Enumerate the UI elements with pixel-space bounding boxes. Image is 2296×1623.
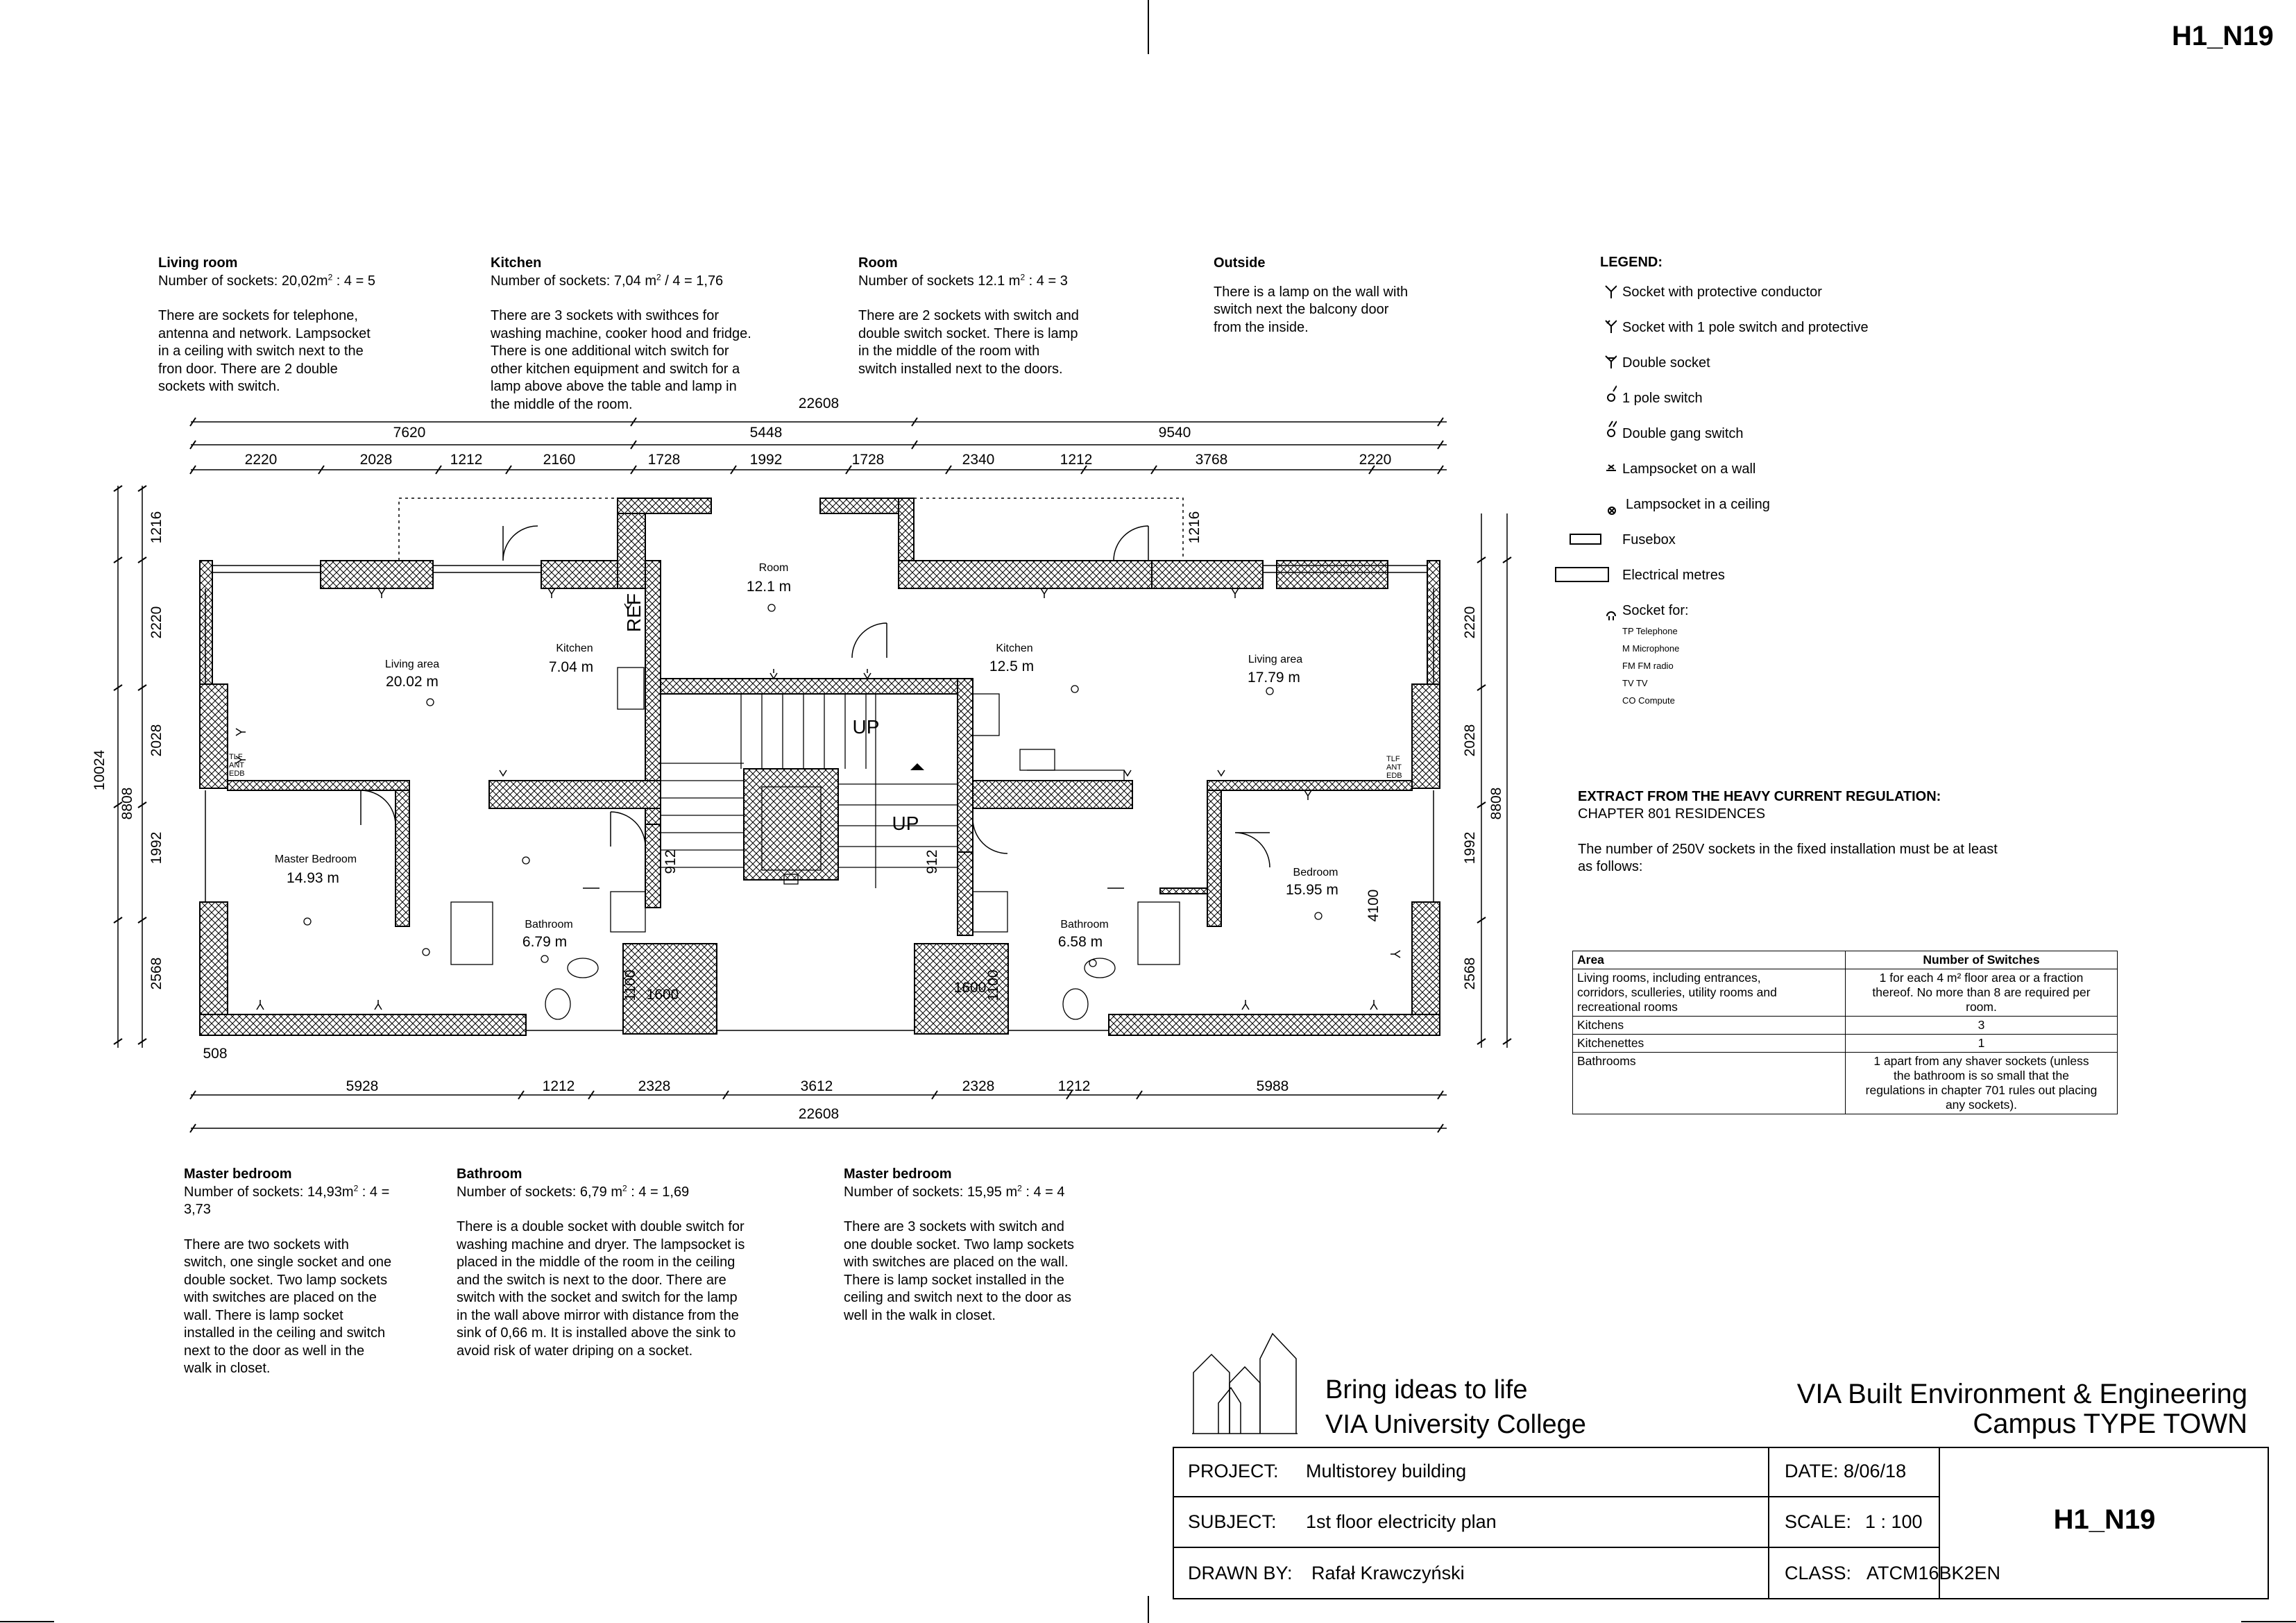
note-line: Number of sockets: 20,02m [158, 273, 328, 289]
room-area: 14.93 m [287, 870, 339, 886]
dim-total-top: 22608 [798, 396, 840, 411]
legend-item: Electrical metres [1622, 568, 1725, 583]
walls [200, 498, 1440, 1035]
note-bedroom: Master bedroom Number of sockets: 15,95 $m^2$ : 4 = 4 There are 3 sockets with switch and one double socket. Two lamp sockets with switches are placed on the wall. There is lamp socket installed in the ceiling and switch next to the door as well in the walk in closet. [844, 1166, 1135, 1325]
dim-right: 2568 [1462, 957, 1478, 990]
dim-right-total: 8808 [1488, 787, 1504, 820]
table-cell: 1 for each 4 m² floor area or a fraction thereof. No more than 8 are required per room. [1846, 969, 2118, 1017]
dim-inner: 1600 [953, 980, 987, 996]
table-cell: Bathrooms [1573, 1053, 1846, 1114]
dim-top-mid: 5448 [749, 425, 783, 441]
stair-arrow-icon [910, 763, 924, 770]
dim-top-detail: 3768 [1195, 452, 1228, 468]
dim-bottom-detail: 2328 [638, 1078, 671, 1094]
ref-label: REF [623, 593, 645, 632]
note-body: There are 2 sockets with switch and double switch socket. There is lamp in the middle of the room with switch installed next to the doors. [858, 308, 1079, 377]
tlf-ant-edb-right: TLF ANT EDB [1386, 755, 1402, 780]
dim-top-detail: 2220 [244, 452, 278, 468]
balcony-outline [399, 498, 1183, 561]
legend-item: Double gang switch [1622, 426, 1744, 441]
dim-top-detail: 2340 [962, 452, 995, 468]
dim-inner: 1600 [646, 987, 679, 1003]
tb-divider [1173, 1547, 1940, 1548]
note-body: There are 3 sockets with swithces for washing machine, cooker hood and fridge. There is one additional witch switch for other kitchen equipment and switch for a lamp above above the table and lamp in the middle of the room. [491, 308, 751, 412]
via-logo-icon [1192, 1331, 1303, 1435]
up-label: UP [892, 813, 919, 834]
legend-item: Socket with protective conductor [1622, 284, 1822, 300]
room-name: Kitchen [996, 643, 1033, 654]
note-line: Number of sockets: 6,79 m [457, 1184, 622, 1200]
dim-right: 2220 [1462, 606, 1478, 639]
project-value: Multistorey building [1306, 1461, 1467, 1481]
room-area: 6.79 m [522, 934, 568, 950]
dim-left-total: 10024 [92, 749, 108, 791]
legend-socket-type: CO Compute [1622, 695, 1675, 706]
tb-divider [1768, 1447, 1769, 1599]
room-name: Kitchen [556, 643, 593, 654]
scale-label: SCALE: [1785, 1511, 1852, 1532]
dim-left: 2028 [148, 724, 164, 757]
date-label: DATE: [1785, 1461, 1839, 1481]
dim-top-detail: 2028 [359, 452, 393, 468]
subject-value: 1st floor electricity plan [1306, 1511, 1497, 1532]
dim-top-mid: 9540 [1158, 425, 1191, 441]
legend-item: Double socket [1622, 355, 1710, 371]
class-label: CLASS: [1785, 1563, 1852, 1583]
dim-top-mid: 7620 [393, 425, 426, 441]
dim-bottom-detail: 5988 [1256, 1078, 1289, 1094]
note-line: Number of sockets: 15,95 m [844, 1184, 1018, 1200]
org-line-2: Campus TYPE TOWN [1973, 1409, 2247, 1439]
note-line: Number of sockets: 7,04 m [491, 273, 656, 289]
dim-left: 2220 [148, 606, 164, 639]
dim-right: 1216 [1187, 511, 1202, 544]
table-cell: 1 apart from any shaver sockets (unless the bathroom is so small that the regulations in chapter 701 rules out placing any sockets). [1846, 1053, 2118, 1114]
table-cell: Living rooms, including entrances, corridors, sculleries, utility rooms and recreational rooms [1573, 969, 1846, 1017]
note-room: Room Number of sockets 12.1 $m^2$ : 4 = 3 There are 2 sockets with switch and double switch socket. There is lamp in the middle of the room with switch installed next to the doors. [858, 255, 1136, 378]
date-value: 8/06/18 [1844, 1461, 1907, 1481]
dim-left: 1992 [148, 831, 164, 865]
scale-value: 1 : 100 [1865, 1511, 1923, 1532]
table-header: Area [1573, 951, 1846, 969]
dim-total-bottom: 22608 [798, 1106, 840, 1122]
table-cell: Kitchenettes [1573, 1035, 1846, 1053]
regulation-title: EXTRACT FROM THE HEAVY CURRENT REGULATION: [1578, 789, 1941, 804]
dim-left: 1216 [148, 511, 164, 544]
legend-socket-type: M Microphone [1622, 643, 1680, 654]
regulation-chapter: CHAPTER 801 RESIDENCES [1578, 806, 1766, 822]
drawn-by-value: Rafał Krawczyński [1311, 1563, 1465, 1583]
legend-item: Fusebox [1622, 532, 1676, 547]
room-name: Master Bedroom [274, 853, 357, 865]
org-line-1: VIA Built Environment & Engineering [1796, 1379, 2247, 1409]
room-area: 12.5 m [989, 658, 1035, 674]
note-body: There are sockets for telephone, antenna and network. Lampsocket in a ceiling with switch next to the fron door. There are 2 double sockets with switch. [158, 308, 371, 394]
note-living-room: Living room Number of sockets: $20,02m^2$ : 4 = 5 There are sockets for telephone, antenna and network. Lampsocket in a ceiling with switch next to the fron door. There are 2 double sockets with switch. [158, 255, 436, 396]
room-area: 12.1 m [746, 579, 792, 595]
room-area: 7.04 m [548, 659, 594, 675]
dim-right: 1992 [1462, 831, 1478, 865]
regulation-text: The number of 250V sockets in the fixed installation must be at least as follows: [1578, 842, 1998, 874]
room-area: 20.02 m [386, 674, 439, 690]
dim-top-detail: 2160 [543, 452, 576, 468]
dim-right: 2028 [1462, 724, 1478, 757]
sheet-id: H1_N19 [2053, 1504, 2156, 1535]
dim-bottom-detail: 1212 [1057, 1078, 1091, 1094]
dim-inner: 912 [663, 849, 679, 874]
drawn-by-label: DRAWN BY: [1188, 1563, 1293, 1583]
sheet-id-top: H1_N19 [2172, 21, 2274, 51]
table-cell: 1 [1846, 1035, 2118, 1053]
room-name: Living area [1248, 654, 1303, 665]
note-kitchen: Kitchen Number of sockets: 7,04 $m^2 / 4 = 1,76$ There are 3 sockets with swithces for washing machine, cooker hood and fridge. There is one additional witch switch for other kitchen equipment and switch for a lamp above above the table and lamp in the middle of the room. [491, 255, 817, 414]
note-line: Number of sockets 12.1 m [858, 273, 1021, 289]
dim-inner: 1100 [985, 969, 1001, 1001]
dim-inner: 4100 [1366, 889, 1381, 922]
dim-inner: 912 [924, 849, 940, 874]
legend-socket-type: FM FM radio [1622, 661, 1674, 671]
note-line: Number of sockets: 14,93m [184, 1184, 354, 1200]
note-title: Master bedroom [184, 1166, 292, 1182]
dim-top-detail: 1212 [450, 452, 483, 468]
legend-socket-type: TP Telephone [1622, 626, 1678, 636]
room-name: Living area [384, 658, 440, 670]
room-name: Room [758, 562, 789, 574]
legend-socket-type: TV TV [1622, 678, 1648, 688]
tlf-ant-edb-left: TLF ANT EDB [229, 753, 245, 778]
note-title: Kitchen [491, 255, 542, 271]
legend-item: Lampsocket in a ceiling [1626, 497, 1770, 512]
legend-item: Lampsocket on a wall [1622, 461, 1756, 477]
legend-item: Socket for: [1622, 603, 1689, 618]
note-body: There are two sockets with switch, one single socket and one double socket. Two lamp sockets with switches are placed on the wall. There is lamp socket installed in the ceiling and switch next to the door as well in the walk in closet. [184, 1237, 392, 1376]
plan-text [92, 396, 1504, 1122]
note-title: Living room [158, 255, 238, 271]
table-cell: Kitchens [1573, 1017, 1846, 1035]
note-master-bedroom: Master bedroom Number of sockets: $14,93m^2$ : 4 = 3,73 There are two sockets with switch, one single socket and one double socket. Two lamp sockets with switches are placed on the wall. There is lamp socket installed in the ceiling and switch next to the door as well in the walk in closet. [184, 1166, 427, 1378]
tb-divider [1173, 1496, 1940, 1497]
class-value: ATCM16BK2EN [1866, 1563, 2001, 1583]
dim-left: 2568 [148, 957, 164, 990]
slogan-line-2: VIA University College [1325, 1410, 1586, 1439]
dim-bottom-detail: 2328 [962, 1078, 995, 1094]
note-title: Outside [1214, 255, 1266, 271]
note-title: Master bedroom [844, 1166, 952, 1182]
dim-bottom-detail: 5928 [346, 1078, 379, 1094]
legend-item: Socket with 1 pole switch and protective [1622, 320, 1869, 335]
table-cell: 3 [1846, 1017, 2118, 1035]
note-bathroom: Bathroom Number of sockets: 6,79 $m^2$ : 4 = 1,69 There is a double socket with double switch for washing machine and dryer. The lampsocket is placed in the middle of the room in the ceiling and the switch is next to the door. There are switch with the socket and switch for the lamp in the wall above mirror with distance from the sink of 0,66 m. It is installed above the sink to avoid risk of water driping on a socket. [457, 1166, 817, 1360]
legend-title: LEGEND: [1600, 255, 1663, 270]
dim-top-detail: 1212 [1060, 452, 1093, 468]
room-area: 17.79 m [1248, 670, 1300, 686]
room-name: Bedroom [1293, 867, 1338, 878]
dim-bottom-detail: 1212 [542, 1078, 575, 1094]
up-label: UP [852, 716, 880, 738]
note-title: Bathroom [457, 1166, 522, 1182]
room-name: Bathroom [1060, 919, 1109, 931]
dim-left-inner-total: 8808 [119, 787, 135, 820]
dim-top-detail: 1728 [647, 452, 681, 468]
legend-item: 1 pole switch [1622, 391, 1703, 406]
dim-bottom-detail: 3612 [800, 1078, 833, 1094]
dim-top-detail: 2220 [1359, 452, 1392, 468]
note-title: Room [858, 255, 898, 271]
table-header: Number of Switches [1846, 951, 2118, 969]
subject-label: SUBJECT: [1188, 1511, 1277, 1532]
room-area: 6.58 m [1057, 934, 1103, 950]
dim-508: 508 [203, 1046, 228, 1062]
project-label: PROJECT: [1188, 1461, 1279, 1481]
note-body: There is a double socket with double switch for washing machine and dryer. The lampsocket is placed in the middle of the room in the ceiling and the switch is next to the door. There are switch with the socket and switch for the lamp in the wall above mirror with distance from the sink of 0,66 m. It is installed above the sink to avoid risk of water driping on a socket. [457, 1219, 745, 1359]
dim-top-detail: 1728 [851, 452, 885, 468]
slogan-line-1: Bring ideas to life [1325, 1375, 1528, 1404]
room-name: Bathroom [525, 919, 573, 931]
note-body: There are 3 sockets with switch and one double socket. Two lamp sockets with switches are placed on the wall. There is lamp socket installed in the ceiling and switch next to the door as well in the walk in closet. [844, 1219, 1075, 1323]
dim-top-detail: 1992 [749, 452, 783, 468]
dim-inner: 1100 [622, 969, 638, 1001]
note-body: There is a lamp on the wall with switch next the balcony door from the inside. [1214, 284, 1409, 335]
room-area: 15.95 m [1286, 882, 1338, 898]
